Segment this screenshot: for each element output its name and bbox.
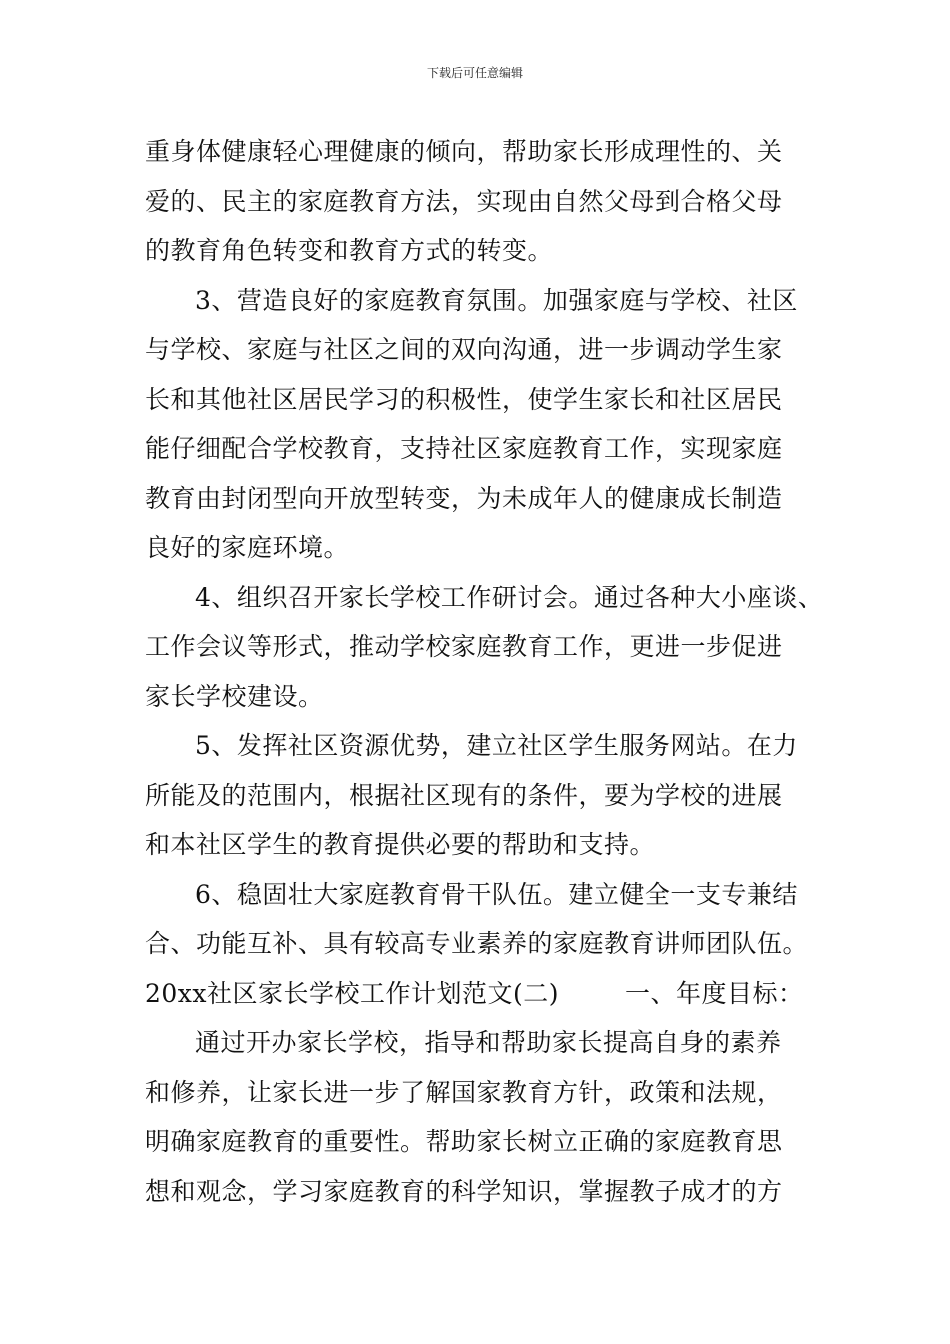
text-line: 和本社区学生的教育提供必要的帮助和支持。 bbox=[145, 830, 656, 859]
text-line: 明确家庭教育的重要性。帮助家长树立正确的家庭教育思 bbox=[145, 1127, 783, 1156]
text-line: 合、功能互补、具有较高专业素养的家庭教育讲师团队伍。 bbox=[145, 929, 809, 958]
text-line: 爱的、民主的家庭教育方法，实现由自然父母到合格父母 bbox=[145, 186, 783, 216]
text-line: 能仔细配合学校教育，支持社区家庭教育工作，实现家庭 bbox=[145, 434, 783, 463]
paragraph-4-first-line: 4、组织召开家长学校工作研讨会。通过各种大小座谈、 bbox=[195, 582, 824, 612]
text-line: 重身体健康轻心理健康的倾向，帮助家长形成理性的、关 bbox=[145, 137, 783, 166]
document-body bbox=[145, 127, 835, 1216]
text-line: 想和观念，学习家庭教育的科学知识，掌握教子成才的方 bbox=[145, 1176, 783, 1206]
section-heading bbox=[145, 969, 835, 1019]
paragraph-6-first-line: 6、稳固壮大家庭教育骨干队伍。建立健全一支专兼结 bbox=[195, 879, 798, 909]
text-line: 良好的家庭环境。 bbox=[145, 533, 350, 562]
text-line: 所能及的范围内，根据社区现有的条件，要为学校的进展 bbox=[145, 780, 783, 810]
text-line: 家长学校建设。 bbox=[145, 681, 324, 711]
text-line: 教育由封闭型向开放型转变，为未成年人的健康成长制造 bbox=[145, 483, 783, 513]
text-line: 和修养，让家长进一步了解国家教育方针，政策和法规， bbox=[145, 1077, 783, 1107]
text-line: 长和其他社区居民学习的积极性，使学生家长和社区居民 bbox=[145, 384, 783, 414]
paragraph-3-first-line: 3、营造良好的家庭教育氛围。加强家庭与学校、社区 bbox=[195, 285, 798, 315]
page-header-caption: 下载后可任意编辑 bbox=[426, 66, 523, 80]
text-line: 的教育角色转变和教育方式的转变。 bbox=[145, 236, 554, 265]
objective-paragraph-first-line: 通过开办家长学校，指导和帮助家长提高自身的素养 bbox=[195, 1028, 782, 1057]
section-title: 一、年度目标： bbox=[625, 978, 804, 1008]
text-line: 与学校、家庭与社区之间的双向沟通，进一步调动学生家 bbox=[145, 335, 783, 364]
paragraph-5-first-line: 5、发挥社区资源优势，建立社区学生服务网站。在力 bbox=[195, 731, 798, 760]
document-title: 20xx社区家长学校工作计划范文(二) bbox=[145, 978, 560, 1008]
text-line: 工作会议等形式，推动学校家庭教育工作，更进一步促进 bbox=[145, 632, 783, 661]
